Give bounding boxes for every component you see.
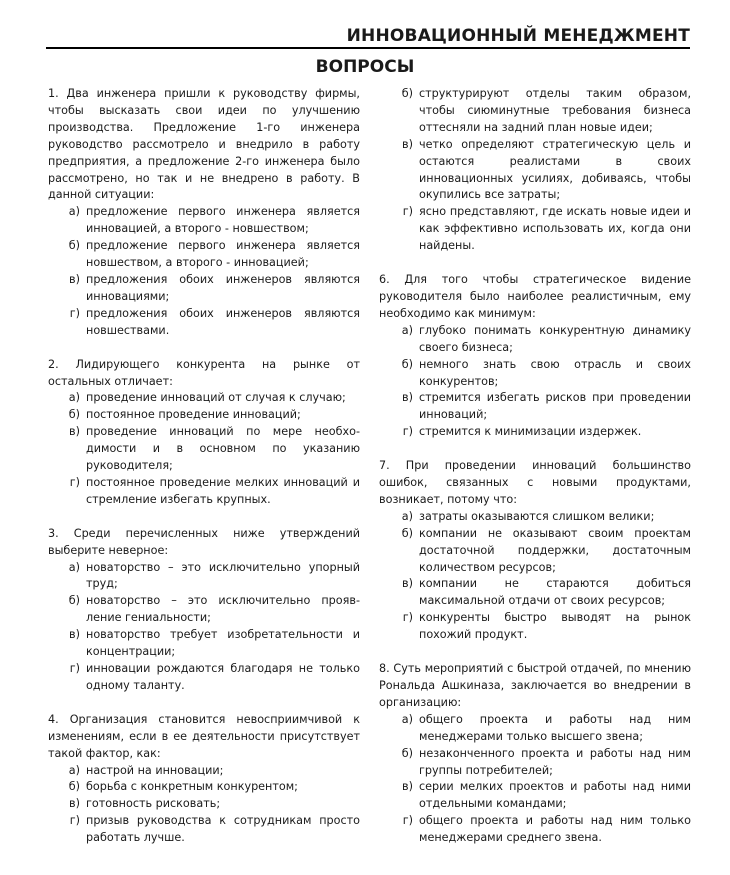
option-a — [48, 560, 360, 594]
option-text: постоянное проведение мелких инноваций и стремление избегать крупных. — [86, 475, 360, 506]
question-2 — [48, 357, 360, 509]
option-text: предложение первого инженера является инновацией, а второго - новшеством; — [86, 205, 360, 236]
option-letter: г) — [69, 662, 80, 675]
option-text: новаторство – это исключительно прояв-ление гениальности; — [86, 594, 360, 625]
question-5-continued — [379, 86, 691, 255]
option-a — [379, 323, 691, 357]
option-d — [379, 424, 691, 441]
header-title: ИННОВАЦИОННЫЙ МЕНЕДЖМЕНТ — [346, 26, 690, 46]
question-6 — [379, 272, 691, 441]
option-b — [48, 407, 360, 424]
left-column — [48, 86, 360, 864]
option-letter: а) — [68, 763, 80, 777]
question-text: 2. Лидирующего конкурента на рынке от остальных отличает: — [48, 357, 360, 388]
header-rule — [46, 47, 690, 49]
option-letter: б) — [68, 408, 80, 422]
option-letter: в) — [69, 272, 80, 286]
option-text: проведение инноваций от случая к случаю; — [86, 391, 346, 405]
option-letter: г) — [402, 205, 413, 219]
option-letter: в) — [402, 780, 413, 794]
option-a — [379, 509, 691, 526]
option-letter: в) — [402, 577, 413, 591]
option-d — [379, 204, 691, 255]
question-text: 1. Два инженера пришли к руководству фирмы, чтобы высказать свои идеи по улучшению производства. Предложение 1-го инженера руководство рассмотрело и внедрило в работу предприятия, а предложение 2-го инженера было рассмотрено, но так и не внедрено в работу. В данной ситуации: — [48, 87, 360, 202]
option-text: затраты оказываются слишком велики; — [419, 509, 655, 523]
option-b — [379, 357, 691, 391]
option-b — [379, 746, 691, 780]
option-b — [48, 779, 360, 796]
option-text: незаконченного проекта и работы над ним группы потребителей; — [419, 746, 691, 777]
question-text: 3. Среди перечисленных ниже утверждений выберите неверное: — [48, 526, 360, 557]
option-c — [48, 424, 360, 475]
option-d — [379, 610, 691, 644]
option-text: борьба с конкретным конкурентом; — [86, 780, 298, 794]
question-3 — [48, 526, 360, 695]
option-letter: б) — [401, 526, 413, 540]
option-letter: а) — [401, 712, 413, 726]
option-text: новаторство – это исключительно упорный труд; — [86, 560, 360, 591]
option-letter: б) — [68, 239, 80, 253]
option-letter: б) — [401, 87, 413, 100]
question-8 — [379, 661, 691, 847]
option-letter: б) — [68, 594, 80, 608]
option-d — [48, 661, 360, 695]
option-text: проведение инноваций по мере необхо-димости и в основном по указанию руководителя; — [86, 425, 360, 473]
question-text: 7. При проведении инноваций большинство ошибок, связанных с новыми продуктами, возникает, потому что: — [379, 459, 691, 506]
option-b — [379, 526, 691, 577]
option-text: серии мелких проектов и работы над ними отдельными командами; — [419, 780, 691, 811]
question-1 — [48, 86, 360, 340]
option-text: компании не оказывают своим проектам достаточной поддержки, достаточным количеством ресурсов; — [419, 526, 691, 574]
question-4 — [48, 712, 360, 847]
option-text: новаторство требует изобретательности и концентрации; — [86, 628, 360, 659]
option-d — [48, 475, 360, 509]
option-text: постоянное проведение инноваций; — [86, 408, 301, 422]
option-text: предложения обоих инженеров являются новшествами. — [86, 306, 360, 337]
option-text: немного знать свою отрасль и своих конкурентов; — [419, 357, 691, 388]
option-c — [379, 137, 691, 205]
option-a — [48, 390, 360, 407]
option-text: общего проекта и работы над ним менеджерами только высшего звена; — [419, 712, 691, 743]
question-7 — [379, 458, 691, 644]
option-letter: г) — [402, 425, 413, 439]
option-letter: а) — [401, 323, 413, 337]
option-letter: а) — [401, 509, 413, 523]
option-text: компании не стараются добиться максимальной отдачи от своих ресурсов; — [419, 577, 691, 608]
option-letter: а) — [68, 391, 80, 405]
option-letter: г) — [402, 611, 413, 625]
option-text: призыв руководства к сотрудникам просто работать лучше. — [86, 814, 360, 845]
option-text: стремится избегать рисков при проведении инноваций; — [419, 391, 691, 422]
section-title: ВОПРОСЫ — [315, 57, 415, 77]
option-text: конкуренты быстро выводят на рынок похожий продукт. — [419, 611, 691, 642]
option-letter: в) — [402, 391, 413, 405]
option-letter: а) — [68, 560, 80, 574]
option-c — [379, 390, 691, 424]
option-text: структурируют отделы таким образом, чтобы сиюминутные требования бизнеса оттесняли на задний план новые идеи; — [419, 87, 691, 134]
option-b — [379, 86, 691, 137]
option-text: общего проекта и работы над ним только менеджерами среднего звена. — [419, 814, 691, 845]
option-a — [379, 712, 691, 746]
option-letter: г) — [69, 306, 80, 320]
question-text: 8. Суть мероприятий с быстрой отдачей, по мнению Рональда Ашкиназа, заключается во внедрении в организацию: — [379, 662, 691, 709]
option-text: готовность рисковать; — [86, 797, 221, 811]
question-text: 4. Организация становится невосприимчивой к изменениям, если в ее деятельности присутствует такой фактор, как: — [48, 712, 360, 760]
question-text: 6. Для того чтобы стратегическое видение руководителя было наиболее реалистичным, ему необходимо как минимум: — [379, 273, 691, 320]
option-d — [379, 813, 691, 847]
right-column — [379, 86, 691, 864]
option-letter: б) — [401, 746, 413, 760]
option-d — [48, 306, 360, 340]
option-b — [48, 238, 360, 272]
option-letter: г) — [69, 475, 80, 489]
option-c — [48, 796, 360, 813]
option-c — [48, 272, 360, 306]
option-text: инновации рождаются благодаря не только одному таланту. — [86, 662, 360, 692]
option-letter: г) — [402, 814, 413, 828]
option-text: глубоко понимать конкурентную динамику своего бизнеса; — [419, 323, 691, 354]
option-letter: в) — [69, 797, 80, 811]
option-letter: в) — [402, 137, 413, 151]
option-letter: в) — [69, 425, 80, 439]
option-c — [379, 576, 691, 610]
option-d — [48, 813, 360, 847]
option-a — [48, 204, 360, 238]
option-c — [48, 627, 360, 661]
option-letter: г) — [69, 814, 80, 828]
option-letter: в) — [69, 628, 80, 642]
option-letter: а) — [68, 205, 80, 219]
option-c — [379, 779, 691, 813]
option-text: стремится к минимизации издержек. — [419, 425, 642, 439]
option-text: предложения обоих инженеров являются инновациями; — [86, 272, 360, 303]
option-text: настрой на инновации; — [86, 763, 224, 777]
option-a — [48, 763, 360, 780]
option-letter: б) — [68, 780, 80, 794]
option-text: ясно представляют, где искать новые идеи и как эффективно использовать их, когда они найдены. — [419, 205, 691, 253]
option-b — [48, 593, 360, 627]
option-text: четко определяют стратегическую цель и остаются реалистами в своих инновационных усилиях, добиваясь, чтобы окупились все затраты; — [419, 137, 691, 202]
option-letter: б) — [401, 357, 413, 371]
option-text: предложение первого инженера является новшеством, а второго - инновацией; — [86, 239, 360, 270]
